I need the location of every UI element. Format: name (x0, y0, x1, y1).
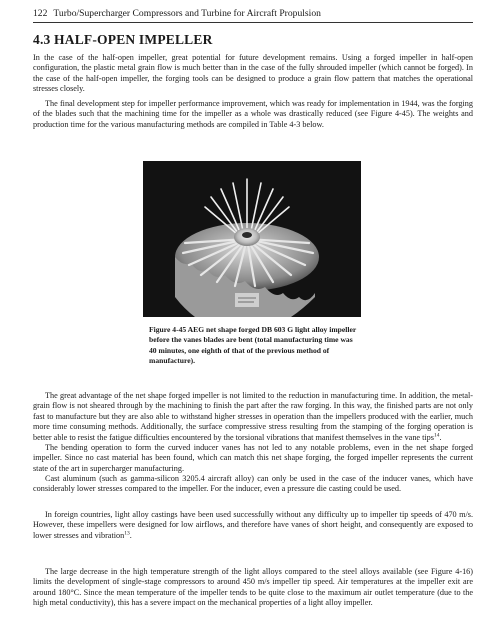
figure-caption: Figure 4-45 AEG net shape forged DB 603 G light alloy impeller before the vanes blades are bent (total manufacturing time was 40 minutes, one eighth of that of the previous method of manufacture). (149, 325, 357, 366)
running-title: Turbo/Supercharger Compressors and Turbine for Aircraft Propulsion (53, 8, 321, 19)
cast-aluminum-paragraph: Cast aluminum (such as gamma-silicon 3205.4 aircraft alloy) can only be used in the case of the inducer vanes, which have considerably lower stresses compared to the impeller. For the inducer, even a pressure die casting could be used. (33, 474, 473, 494)
development-paragraph: The final development step for impeller performance improvement, which was ready for implementation in 1944, was the forging of the blades such that the machining time for the impeller as a whole was drastically reduced (see Figure 4-45). The weights and production time for the various manufacturing methods are compiled in Table 4-3 below. (33, 99, 473, 129)
temperature-paragraph: The large decrease in the high temperature strength of the light alloys compared to the steel alloys available (see Figure 4-16) limits the development of single-stage compressors to around 450 m/s impeller tip speed. Air temperatures at the impeller exit are around 180°C. Since the mean temperature of the impeller tends to be quite close to the maximum air outlet temperature (due to the high metal conductivity), this has a severe impact on the mechanical properties of a light alloy impeller. (33, 567, 473, 608)
impeller-photo (143, 161, 361, 317)
page-number: 122 (33, 8, 48, 19)
intro-paragraph: In the case of the half-open impeller, great potential for future development remains. Using a forged impeller in half-open configuration, the plastic metal grain flow is much better than in the case of the fully shrouded impeller (which cannot be forged). In the case of the half-open impeller, the forging tools can be designed to produce a grain flow pattern that matches the operational stresses closely. (33, 53, 473, 94)
footnote-ref: 14 (433, 431, 440, 438)
advantage-paragraph: The great advantage of the net shape forged impeller is not limited to the reduction in manufacturing time. In addition, the metal-grain flow is not sheared through by the machining to finish the part after the raw forging. In this way, the finished parts are not only fast to manufacture but they are also able to withstand higher stresses in operation than the impellers produced with the earlier, much more time consuming methods. Additionally, the surface compressive stress resulting from the stamping of the forging operation is better able to resist the fatigue difficulties encountered by the torsional vibrations that manifest themselves in the vane tips$^{14}$. (33, 391, 473, 442)
section-title: 4.3 HALF-OPEN IMPELLER (33, 32, 213, 47)
foreign-castings-paragraph: In foreign countries, light alloy castings have been used successfully without any difficulty up to impeller tip speeds of 470 m/s. However, these impellers were designed for low airflows, and therefore have vanes of short height, and consequently are exposed to lower stresses and vibration$^{13}$. (33, 510, 473, 540)
bending-paragraph: The bending operation to form the curved inducer vanes has not led to any notable problems, even in the net shape forged impeller. Since no cast material has been found, which can match this net shape forging, the forged impeller represents the current state of the art in supercharger manufacturing. (33, 443, 473, 473)
footnote-ref: 13 (124, 530, 130, 537)
part-tag (235, 293, 259, 307)
header-rule (33, 22, 473, 23)
running-head (33, 8, 473, 20)
